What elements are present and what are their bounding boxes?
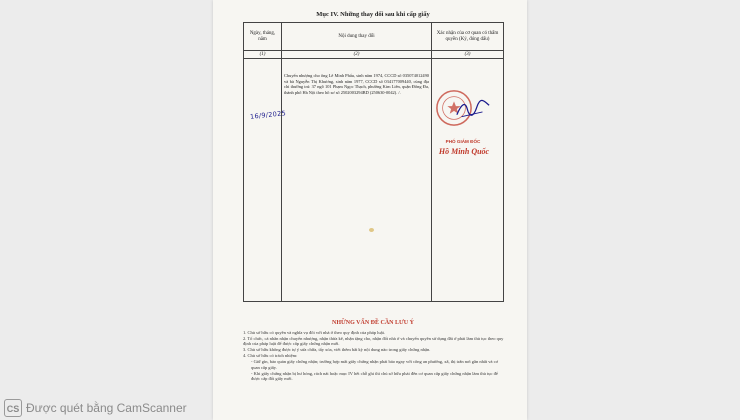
camscanner-watermark bbox=[0, 397, 320, 420]
change-content: Chuyển nhượng cho ông Lê Minh Phẩu, sinh năm 1974, CCCD số 035074012490 và bà Nguyễn Thị Khương, sinh năm 1977, CCCD số 034177009440, cùng địa chỉ thường trú: 37 ngõ 101 Phạm Ngọc Thạch, phường Kim Liên, quận Đống Đa, thành phố Hà Nội theo hồ sơ số 2502003294BD (250630-0042). /. bbox=[282, 59, 432, 302]
note-item: 3. Chủ sở hữu không được tự ý sửa chữa, tẩy xóa, viết thêm bất kỳ nội dung nào trong giấy chứng nhận. bbox=[243, 347, 431, 353]
col-header-content: Nội dung thay đổi bbox=[282, 23, 432, 51]
certificate-page bbox=[213, 0, 527, 420]
note-item: 4. Chủ sở hữu có trách nhiệm: bbox=[243, 353, 298, 359]
col-num-3: (3) bbox=[432, 51, 504, 59]
note-item: 1. Chủ sở hữu có quyền và nghĩa vụ đối với nhà ở theo quy định của pháp luật. bbox=[243, 330, 386, 335]
paper-speck bbox=[369, 228, 374, 232]
watermark-text: Được quét bằng CamScanner bbox=[26, 401, 187, 415]
authority-cell bbox=[432, 59, 504, 302]
handwritten-date: 16/9/2025 bbox=[249, 109, 287, 121]
notes-list bbox=[243, 330, 505, 382]
date-cell bbox=[244, 59, 287, 302]
notes-title: NHỮNG VẤN ĐỀ CẦN LƯU Ý bbox=[332, 320, 414, 326]
signer-name: Hồ Minh Quốc bbox=[438, 147, 490, 156]
note-subitem: - Khi giấy chứng nhận bị hư hỏng, rách nát hoặc mục IV hết chỗ ghi thì chủ sở hữu phải đến cơ quan cấp giấy chứng nhận làm thủ tục để được cấp đổi giấy mới. bbox=[251, 370, 498, 382]
col-num-2: (2) bbox=[282, 51, 432, 59]
changes-table bbox=[243, 22, 504, 302]
note-item: 2. Tổ chức, cá nhân nhận chuyển nhượng, nhận thừa kế, nhận tặng cho, nhận đổi nhà ở và chuyển quyền sử dụng đất ở phải làm thủ tục theo quy định của pháp luật để được cấp giấy chứng nhận mới. bbox=[243, 336, 504, 347]
col-header-authority: Xác nhận của cơ quan có thẩm quyền (Ký, đóng dấu) bbox=[432, 23, 504, 51]
section-title: Mục IV. Những thay đổi sau khi cấp giấy bbox=[316, 11, 430, 18]
authority-title: PHÓ GIÁM ĐỐC bbox=[445, 139, 481, 144]
signature-icon bbox=[454, 97, 492, 123]
camscanner-logo-icon: CS bbox=[4, 399, 22, 417]
col-num-1: (1) bbox=[244, 51, 282, 59]
col-header-date: Ngày, tháng, năm bbox=[244, 23, 282, 51]
note-subitem: - Giữ gìn, bảo quản giấy chứng nhận; trường hợp mất giấy chứng nhận phải báo ngay với công an phường, xã, thị trấn nơi gần nhất và cơ quan cấp giấy. bbox=[251, 359, 499, 370]
